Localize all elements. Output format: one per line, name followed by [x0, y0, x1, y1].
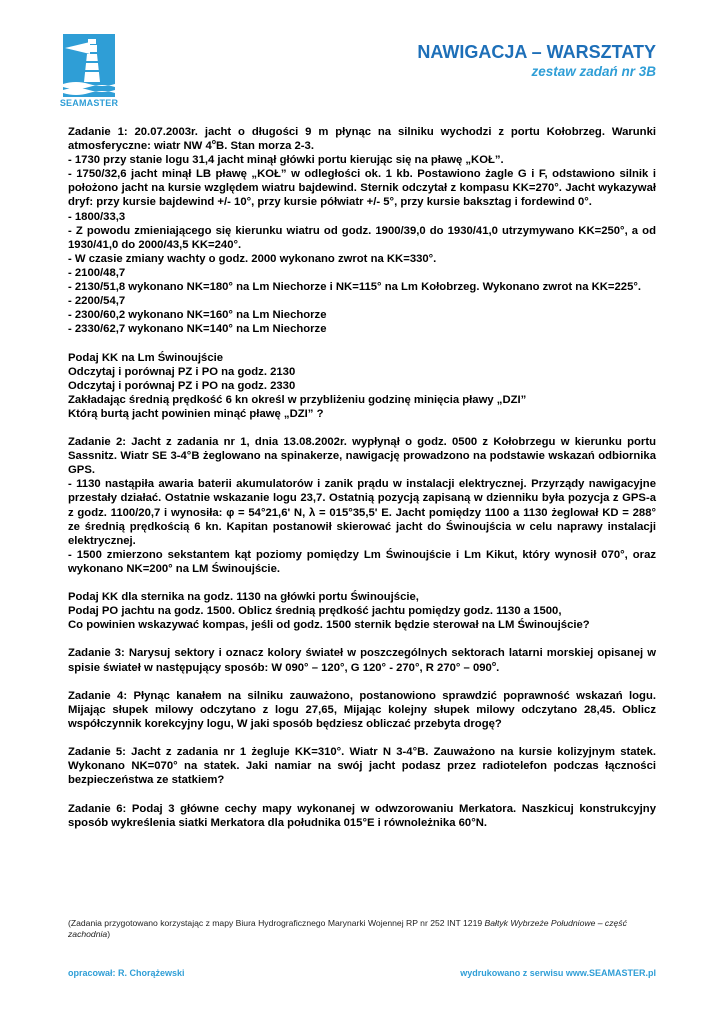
- page-subtitle: zestaw zadań nr 3B: [531, 64, 656, 79]
- task-2-question: Podaj KK dla sternika na godz. 1130 na główki portu Świnoujście,: [68, 591, 419, 604]
- footer-source: wydrukowano z serwisu www.SEAMASTER.pl: [460, 968, 656, 978]
- task-1-item: - 1750/32,6 jacht minął LB pławę „KOŁ” w odległości ok. 1 kb. Postawiono żagle G i F, odstawiono silnik i położono jacht na kursie względem wiatru bajdewind. Sternik odczytał z kompasu KK=270°. Jacht wykazywał dryf: przy kursie bajdewind +/- 10°, przy kursie półwiatr +/- 5°, przy kursie baksztag i fordewind 0°.: [68, 168, 656, 209]
- task-2-question: Podaj PO jachtu na godz. 1500. Oblicz średnią prędkość jachtu pomiędzy godz. 1130 a 1500,: [68, 605, 562, 618]
- task-1-item: - 1730 przy stanie logu 31,4 jacht minął główki portu kierując się na pławę „KOŁ”.: [68, 154, 504, 167]
- task-4: Zadanie 4: Płynąc kanałem na silniku zauważono, postanowiono sprawdzić poprawność wskazań logu. Mijając słupek milowy odczytano z logu 27,65, Mijając kolejny słupek milowy odczytano 28,45. Oblicz współczynnik korekcyjny logu, W jaki sposób będziesz obliczać przebyta drogę?: [68, 689, 656, 730]
- lighthouse-icon: [63, 34, 115, 97]
- logo-text: SEAMASTER: [59, 98, 119, 108]
- task-1-item: - 2130/51,8 wykonano NK=180° na Lm Niechorze i NK=115° na Lm Kołobrzeg. Wykonano zwrot na KK=225°.: [68, 281, 642, 294]
- task-1-item: - 1800/33,3: [68, 210, 126, 223]
- task-2-item: - 1500 zmierzono sekstantem kąt poziomy pomiędzy Lm Świnoujście i Lm Kikut, który wynosił 070°, oraz wykonano NK=200° na LM Świnoujście.: [68, 548, 656, 575]
- seamaster-logo: [59, 34, 119, 110]
- task-3: Zadanie 3: Narysuj sektory i oznacz kolory świateł w poszczególnych sektorach latarni morskiej opisanej w spisie świateł w następujący sposób: W 090° – 120°, G 120° - 270°, R 270° – 090$^o$.: [68, 647, 656, 674]
- task-1-item: - 2200/54,7: [68, 295, 126, 308]
- source-footnote: (Zadania przygotowano korzystając z mapy Biura Hydrograficznego Marynarki Wojennej RP nr 252 INT 1219 Bałtyk Wybrzeże Południowe – część zachodnia): [68, 918, 627, 939]
- task-1-question: Którą burtą jacht powinien minąć pławę „DZI” ?: [68, 407, 324, 420]
- footer-author: opracował: R. Chorążewski: [68, 968, 185, 978]
- task-1-question: Zakładając średnią prędkość 6 kn określ w przybliżeniu godzinę minięcia pławy „DZI”: [68, 393, 527, 406]
- task-2-question: Co powinien wskazywać kompas, jeśli od godz. 1500 sternik będzie sterował na LM Świnoujście?: [68, 619, 590, 632]
- task-1-item: - W czasie zmiany wachty o godz. 2000 wykonano zwrot na KK=330°.: [68, 252, 437, 265]
- task-1-item: - 2300/60,2 wykonano NK=160° na Lm Niechorze: [68, 309, 327, 322]
- task-1-question: Podaj KK na Lm Świnoujście: [68, 351, 224, 364]
- task-1-item: - Z powodu zmieniającego się kierunku wiatru od godz. 1900/39,0 do 1930/41,0 utrzymywano KK=250°, a od 1930/41,0 do 2000/43,5 KK=240°.: [68, 224, 656, 251]
- task-5: Zadanie 5: Jacht z zadania nr 1 żegluje KK=310°. Wiatr N 3-4°B. Zauważono na kursie kolizyjnym statek. Wykonano NK=070° na statek. Jaki namiar na swój jacht podasz przez radiotelefon podczas łączności bezpieczeństwa ze statkiem?: [68, 746, 656, 787]
- document-body: [68, 125, 656, 830]
- task-1-question: Odczytaj i porównaj PZ i PO na godz. 2330: [68, 379, 296, 392]
- task-1-item: - 2330/62,7 wykonano NK=140° na Lm Niechorze: [68, 323, 327, 336]
- page-title: NAWIGACJA – WARSZTATY: [417, 42, 656, 62]
- task-1-intro: Zadanie 1: 20.07.2003r. jacht o długości 9 m płynąc na silniku wychodzi z portu Kołobrzeg. Warunki atmosferyczne: wiatr NW 4$^o$B. Stan morza 2-3.: [68, 126, 656, 153]
- task-6: Zadanie 6: Podaj 3 główne cechy mapy wykonanej w odwzorowaniu Merkatora. Naszkicuj konstrukcyjny sposób wykreślenia siatki Merkatora dla południka 015°E i równoleżnika 60°N.: [68, 802, 656, 829]
- task-2-intro: Zadanie 2: Jacht z zadania nr 1, dnia 13.08.2002r. wypłynął o godz. 0500 z Kołobrzegu w kierunku portu Sassnitz. Wiatr SE 3-4°B żeglowano na spinakerze, nawigację prowadzono na podstawie wskazań odbiornika GPS.: [68, 436, 656, 477]
- task-1-item: - 2100/48,7: [68, 266, 126, 279]
- task-2-item: - 1130 nastąpiła awaria baterii akumulatorów i zanik prądu w instalacji elektrycznej. Przyrządy nawigacyjne przestały działać. Ostatnie wskazanie logu 23,7. Ostatnią pozycją zapisaną w dzienniku była pozycja z GPS-a z godz. 1100/20,7 i wynosiła: φ = 54°21,6' N, λ = 015°35,5' E. Jacht pomiędzy 1100 a 1130 żeglował KD = 288° ze średnią prędkością 6 kn. Kapitan postanowił skierować jacht do Świnoujścia w celu naprawy instalacji elektrycznej.: [68, 478, 656, 547]
- task-1-question: Odczytaj i porównaj PZ i PO na godz. 2130: [68, 365, 296, 378]
